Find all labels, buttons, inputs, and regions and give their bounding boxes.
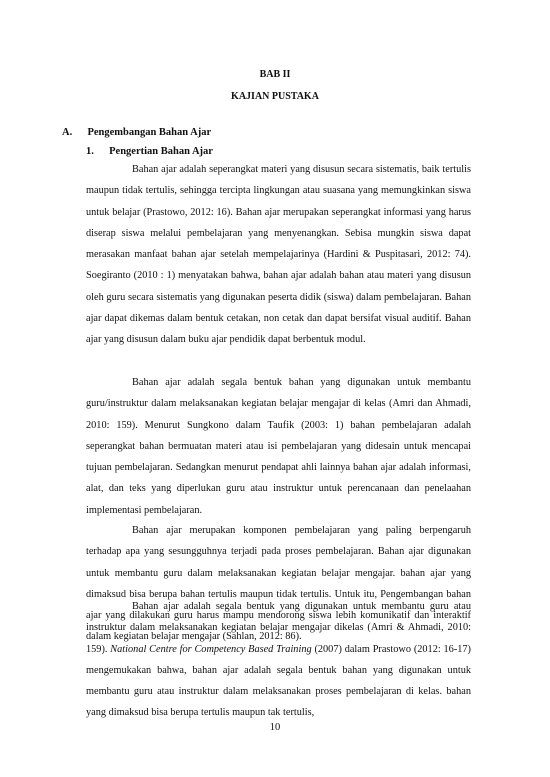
paragraph-4 xyxy=(86,596,471,724)
subsection-title: Pengertian Bahan Ajar xyxy=(109,146,213,157)
paragraph-3: Bahan ajar merupakan komponen pembelajaran yang paling berpengaruh terhadap apa yang sesungguhnya terjadi pada proses pembelajaran. Bahan ajar digunakan untuk membantu guru dalam melaksanakan kegiatan belajar mengajar. bahan ajar yang dimaksud bisa berupa bahan tertulis maupun tidak tertulis. Untuk itu, Pengembangan bahan ajar yang dilakukan guru harus mampu mendorong siswa lebih komunikatif dan interaktif dalam kegiatan belajar mengajar (Sahlan, 2012: 86). xyxy=(86,525,471,643)
paragraph-4-text-b: (2007) dalam Prastowo (2012: 16-17) mengemukakan bahwa, bahan ajar adalah segala bentuk bahan yang digunakan untuk membantu guru atau instruktur dalam melaksanakan proses pembelajaran di kelas. bahan yang dimaksud bisa berupa tertulis maupun tak tertulis, xyxy=(86,643,471,719)
section-heading xyxy=(62,127,211,138)
paragraph-4-text-a: Bahan ajar adalah segala bentuk yang digunakan untuk membantu guru atau instruktur dalam melaksanakan kegiatan belajar mengajar dikelas (Amri & Ahmadi, 2010: 159). xyxy=(86,601,471,655)
section-number: A. xyxy=(62,127,73,138)
paragraph-4-italic-title: National Centre for Competency Based Training xyxy=(110,643,312,655)
chapter-title: KAJIAN PUSTAKA xyxy=(231,91,319,102)
chapter-number: BAB II xyxy=(259,69,291,80)
page-number: 10 xyxy=(269,722,281,733)
paragraph-2: Bahan ajar adalah segala bentuk bahan yang digunakan untuk membantu guru/instruktur dalam melaksanakan kegiatan belajar mengajar di kelas (Amri dan Ahmadi, 2010: 159). Menurut Sungkono dalam Taufik (2003: 1) bahan pembelajaran adalah seperangkat bahan bermuatan materi atau isi pembelajaran yang didesain untuk mencapai tujuan pembelajaran. Sedangkan menurut pendapat ahli lainnya bahan ajar adalah informasi, alat, dan teks yang diperlukan guru atau instruktur untuk perencanaan dan penelaahan implementasi pembelajaran. xyxy=(86,377,471,516)
subsection-number: 1. xyxy=(86,146,94,157)
paragraph-1: Bahan ajar adalah seperangkat materi yang disusun secara sistematis, baik tertulis maupun tidak tertulis, sehingga tercipta lingkungan atau suasana yang memungkinkan siswa untuk belajar (Prastowo, 2012: 16). Bahan ajar merupakan seperangkat informasi yang harus diserap siswa melalui pembelajaran yang menyenangkan. Sebisa mungkin siswa dapat merasakan manfaat bahan ajar setelah mempelajarinya (Hardini & Puspitasari, 2012: 74). Soegiranto (2010 : 1) menyatakan bahwa, bahan ajar adalah bahan atau materi yang disusun oleh guru secara sistematis yang digunakan peserta didik (siswa) dalam pembelajaran. Bahan ajar dapat dikemas dalam bentuk cetakan, non cetak dan dapat bersifat visual auditif. Bahan ajar yang disusun dalam buku ajar pendidik dapat berbentuk modul. xyxy=(86,164,471,346)
subsection-heading xyxy=(86,146,213,157)
section-title: Pengembangan Bahan Ajar xyxy=(87,127,212,138)
